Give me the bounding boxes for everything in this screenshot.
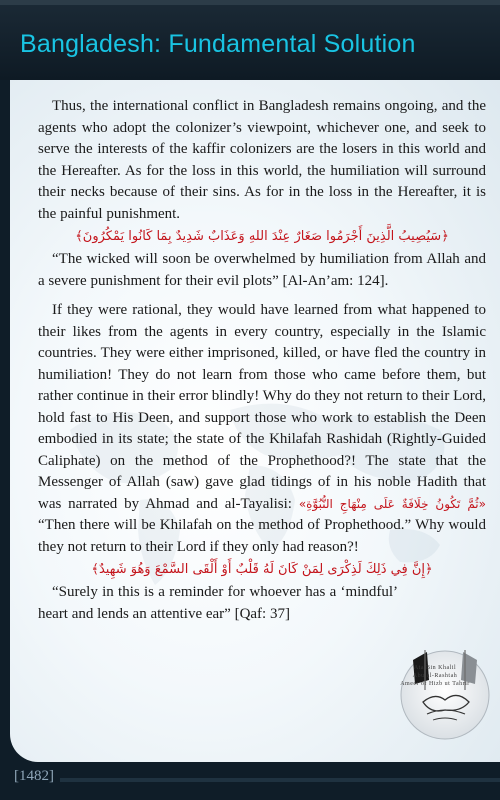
- seal-caption: [380, 664, 490, 688]
- footer-bar: [60, 778, 500, 782]
- seal-caption-line-2: Abu al-Rashtah: [412, 673, 458, 679]
- header-bar: [0, 0, 500, 80]
- page-number: [1482]: [14, 768, 54, 784]
- article-body: [38, 96, 486, 625]
- seal-caption-line-1: Ata Bin Khalil: [413, 665, 457, 671]
- paragraph-2-end: “Then there will be Khilafah on the method of Prophethood.” Why would they not return to their Lord if they only had reason?!: [38, 517, 486, 555]
- content-card: [10, 80, 500, 762]
- hadith-arabic: «ثُمَّ تَكُونُ خِلَافَةٌ عَلَى مِنْهَاجِ النُّبُوَّةِ»: [298, 496, 486, 511]
- translation-1: “The wicked will soon be overwhelmed by humiliation from Allah and a severe punishment for their evil plots” [Al-An’am: 124].: [38, 251, 486, 289]
- translation-2: “Surely in this is a reminder for whoever has a ‘mindful’ heart and lends an attentive ear” [Qaf: 37]: [38, 584, 398, 622]
- seal-caption-line-3: Ameer of Hizb ut Tahrir: [400, 681, 470, 687]
- paragraph-1: Thus, the international conflict in Bangladesh remains ongoing, and the agents who adopt the colonizer’s viewpoint, whichever one, and seek to serve the interests of the kaffir colonizers are the losers in this world and the Hereafter. As for the loss in this world, the humiliation will surround their necks because of their sins. As for in the loss in the Hereafter, it is the painful punishment.: [38, 98, 486, 222]
- quran-verse-1: ﴿سَيُصِيبُ الَّذِينَ أَجْرَمُوا صَغَارٌ عِنْدَ اللهِ وَعَذَابٌ شَدِيدٌ بِمَا كَانُوا يَمْكُرُونَ﴾: [75, 229, 449, 244]
- paragraph-2-text: If they were rational, they would have learned from what happened to their likes from the agents in every country, especially in the Islamic countries. They were either imprisoned, killed, or have fled the country in humiliation! They do not learn from those who came before them, but rather continue in their error blindly! Why do they not return to their Lord, hold fast to His Deen, and support those who work to establish the Deen embodied in its state; the state of the Khilafah Rashidah (Rightly-Guided Caliphate) on the method of the Prophethood?! The state that the Messenger of Allah (saw) gave glad tidings of in his noble Hadith that was narrated by Ahmad and al-Tayalisi:: [38, 302, 486, 512]
- page-title: Bangladesh: Fundamental Solution: [20, 30, 416, 58]
- paragraph-2: [38, 300, 486, 558]
- quran-verse-2: ﴿إِنَّ فِي ذَلِكَ لَذِكْرَى لِمَنْ كَانَ لَهُ قَلْبٌ أَوْ أَلْقَى السَّمْعَ وَهُوَ شَهِيدٌ﴾: [91, 562, 433, 577]
- ameer-seal-emblem: [395, 640, 495, 755]
- header-top-stripe: [0, 0, 500, 5]
